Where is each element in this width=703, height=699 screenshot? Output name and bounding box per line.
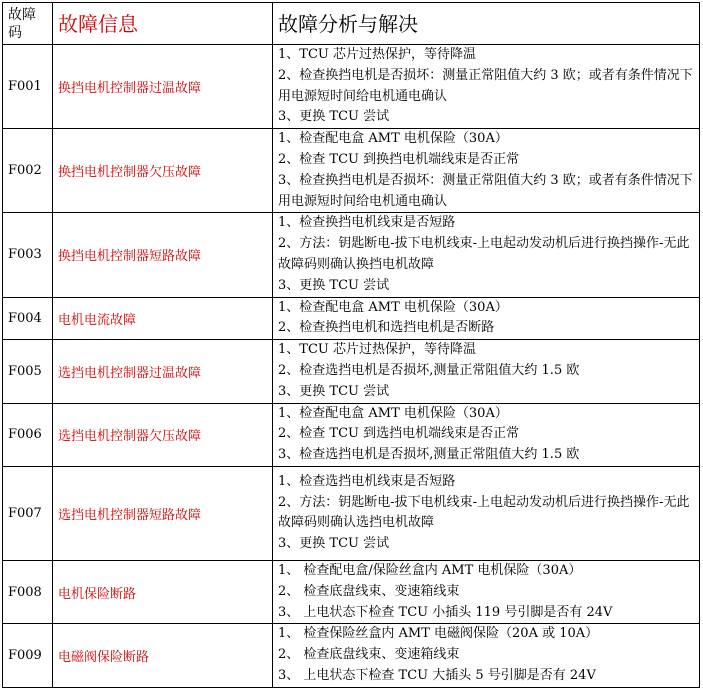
solution-step: 3、更换 TCU 尝试 <box>278 277 390 293</box>
solution-step: 2、 检查底盘线束、变速箱线束 <box>278 583 460 599</box>
fault-code: F004 <box>3 297 53 340</box>
fault-solution <box>273 466 700 560</box>
solution-step: 1、 检查保险丝盒内 AMT 电磁阀保险（20A 或 10A） <box>278 626 599 642</box>
solution-step: 2、方法：钥匙断电-拔下电机线束-上电起动发动机后进行换挡操作-无此故障码则确认选挡电机故障 <box>278 494 690 531</box>
solution-step: 3、更换 TCU 尝试 <box>278 109 390 125</box>
fault-info: 选挡电机控制器欠压故障 <box>53 403 273 466</box>
solution-step: 1、 检查配电盒/保险丝盒内 AMT 电机保险（30A） <box>278 562 582 578</box>
header-fault-code: 故障码 <box>3 3 53 45</box>
solution-step: 3、 上电状态下检查 TCU 小插头 119 号引脚是否有 24V <box>278 604 613 620</box>
solution-step: 3、检查换挡电机是否损坏：测量正常阻值大约 3 欧；或者有条件情况下用电源短时间给电机通电确认 <box>278 172 693 209</box>
solution-step: 3、检查选挡电机是否损坏,测量正常阻值大约 1.5 欧 <box>278 447 580 463</box>
table-row <box>3 297 700 340</box>
solution-step: 2、 检查底盘线束、变速箱线束 <box>278 647 460 663</box>
table-row <box>3 213 700 297</box>
fault-info: 选挡电机控制器过温故障 <box>53 340 273 403</box>
solution-step: 2、检查 TCU 到选挡电机端线束是否正常 <box>278 426 520 442</box>
fault-info: 换挡电机控制器过温故障 <box>53 45 273 129</box>
table-row <box>3 560 700 623</box>
fault-info: 换挡电机控制器短路故障 <box>53 213 273 297</box>
fault-rows <box>3 45 700 688</box>
fault-code-table <box>2 2 700 688</box>
fault-solution <box>273 624 700 687</box>
fault-code: F009 <box>3 624 53 687</box>
fault-info: 电磁阀保险断路 <box>53 624 273 687</box>
table-row <box>3 466 700 560</box>
fault-info: 电机保险断路 <box>53 560 273 623</box>
solution-step: 1、检查配电盒 AMT 电机保险（30A） <box>278 131 508 147</box>
solution-step: 2、检查选挡电机是否损坏,测量正常阻值大约 1.5 欧 <box>278 362 580 378</box>
solution-step: 1、检查换挡电机线束是否短路 <box>278 215 456 231</box>
table-row <box>3 340 700 403</box>
solution-step: 2、方法：钥匙断电-拔下电机线束-上电起动发动机后进行换挡操作-无此故障码则确认换挡电机故障 <box>278 236 690 272</box>
table-row <box>3 403 700 466</box>
solution-step: 1、检查配电盒 AMT 电机保险（30A） <box>278 299 508 315</box>
solution-step: 1、检查配电盒 AMT 电机保险（30A） <box>278 405 508 421</box>
fault-code: F005 <box>3 340 53 403</box>
fault-info: 选挡电机控制器短路故障 <box>53 466 273 560</box>
fault-code: F003 <box>3 213 53 297</box>
fault-code: F001 <box>3 45 53 129</box>
solution-step: 2、检查 TCU 到换挡电机端线束是否正常 <box>278 151 520 167</box>
header-fault-info: 故障信息 <box>53 3 273 45</box>
solution-step: 3、更换 TCU 尝试 <box>278 536 390 552</box>
solution-step: 3、更换 TCU 尝试 <box>278 383 390 399</box>
table-row <box>3 129 700 213</box>
fault-info: 电机电流故障 <box>53 297 273 340</box>
fault-code: F006 <box>3 403 53 466</box>
fault-code: F007 <box>3 466 53 560</box>
solution-step: 1、TCU 芯片过热保护，等待降温 <box>278 342 476 358</box>
solution-step: 1、TCU 芯片过热保护，等待降温 <box>278 47 476 62</box>
fault-solution <box>273 297 700 340</box>
table-row <box>3 45 700 129</box>
fault-solution <box>273 560 700 623</box>
fault-solution <box>273 45 700 129</box>
fault-solution <box>273 213 700 297</box>
solution-step: 1、检查选挡电机线束是否短路 <box>278 473 456 489</box>
solution-step: 2、检查换挡电机是否损坏：测量正常阻值大约 3 欧；或者有条件情况下用电源短时间给电机通电确认 <box>278 67 693 104</box>
solution-step: 2、检查换挡电机和选挡电机是否断路 <box>278 320 495 336</box>
fault-code: F008 <box>3 560 53 623</box>
table-row <box>3 624 700 687</box>
header-analysis: 故障分析与解决 <box>273 3 700 45</box>
fault-code: F002 <box>3 129 53 213</box>
fault-info: 换挡电机控制器欠压故障 <box>53 129 273 213</box>
header-row <box>3 3 700 45</box>
fault-solution <box>273 129 700 213</box>
fault-solution <box>273 340 700 403</box>
fault-solution <box>273 403 700 466</box>
solution-step: 3、 上电状态下检查 TCU 大插头 5 号引脚是否有 24V <box>278 667 596 683</box>
